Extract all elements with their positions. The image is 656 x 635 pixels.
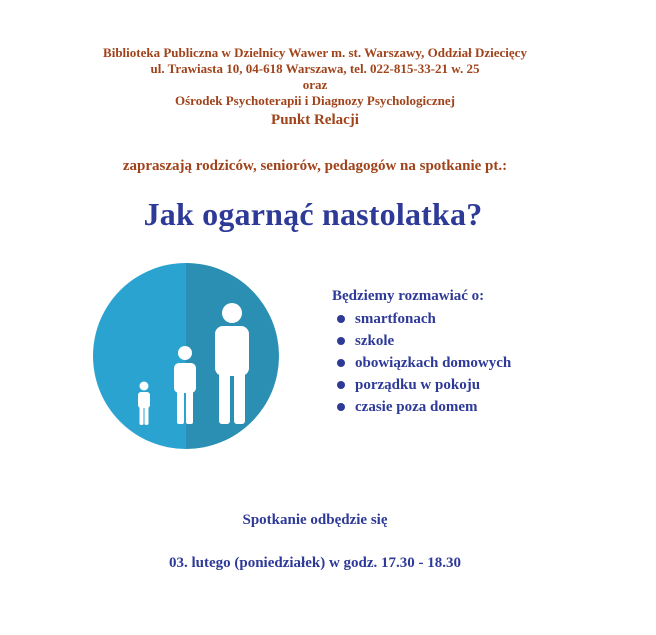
invitation-text: zapraszają rodziców, seniorów, pedagogów na spotkanie pt.: xyxy=(122,158,508,174)
list-item: porządku w pokoju xyxy=(332,374,511,396)
bullet-icon xyxy=(337,337,345,345)
list-item: szkole xyxy=(332,330,511,352)
organizer-header xyxy=(0,45,630,130)
center-line: Ośrodek Psychoterapii i Diagnozy Psychologicznej xyxy=(175,93,455,108)
event-title: Jak ogarnąć nastolatka? xyxy=(143,196,483,232)
topics-list xyxy=(332,288,511,418)
bullet-icon xyxy=(337,359,345,367)
list-item: smartfonach xyxy=(332,308,511,330)
list-item: obowiązkach domowych xyxy=(332,352,511,374)
library-line: Biblioteka Publiczna w Dzielnicy Wawer m. st. Warszawy, Oddział Dziecięcy xyxy=(103,45,527,60)
bullet-icon xyxy=(337,315,345,323)
organizer-name: Punkt Relacji xyxy=(271,112,359,128)
topics-heading: Będziemy rozmawiać o: xyxy=(332,288,485,304)
meeting-date: 03. lutego (poniedziałek) w godz. 17.30 - 18.30 xyxy=(168,555,462,571)
family-people-icon xyxy=(92,258,280,454)
bullet-icon xyxy=(337,381,345,389)
bullet-icon xyxy=(337,403,345,411)
conjunction-line: oraz xyxy=(302,77,328,92)
address-line: ul. Trawiasta 10, 04-618 Warszawa, tel. 022-815-33-21 w. 25 xyxy=(150,61,480,76)
meeting-label: Spotkanie odbędzie się xyxy=(242,512,388,528)
list-item: czasie poza domem xyxy=(332,396,511,418)
